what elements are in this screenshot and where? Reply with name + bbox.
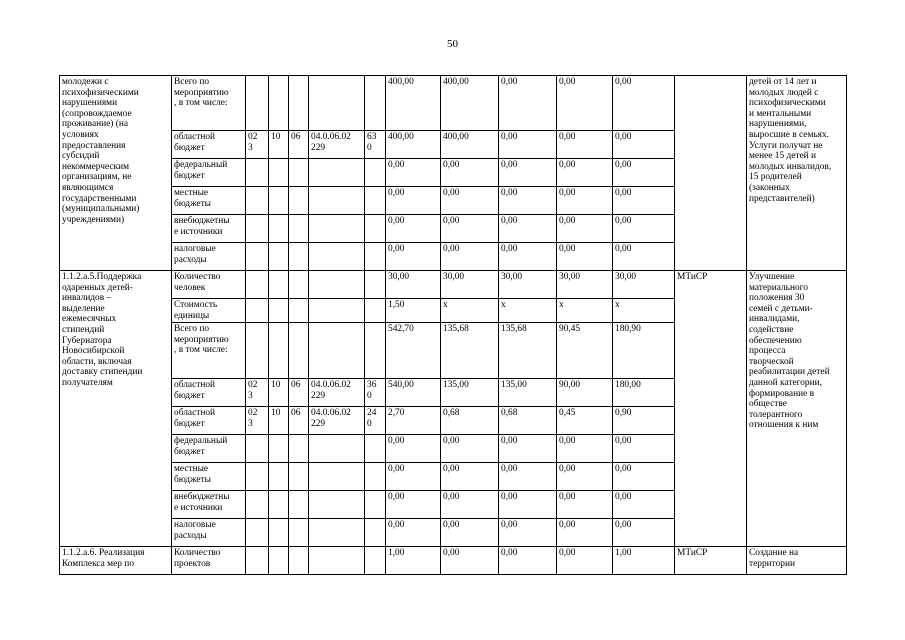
target-article-cell: 04.0.06.02 229 bbox=[309, 407, 365, 435]
year-3-value-cell: 0,00 bbox=[557, 435, 613, 463]
year-2-value-cell: 0,00 bbox=[499, 243, 557, 271]
year-3-value-cell: 0,00 bbox=[557, 187, 613, 215]
expense-type-cell: 36 0 bbox=[365, 379, 386, 407]
grbs-code-cell bbox=[246, 299, 269, 323]
expense-type-cell bbox=[365, 435, 386, 463]
grbs-code-cell bbox=[246, 159, 269, 187]
section-code-cell: 10 bbox=[269, 131, 289, 159]
table-row bbox=[60, 76, 847, 131]
year-4-value-cell: 30,00 bbox=[613, 271, 675, 299]
subsection-code-cell bbox=[289, 243, 309, 271]
year-4-value-cell: 1,00 bbox=[613, 547, 675, 575]
expense-type-cell: 24 0 bbox=[365, 407, 386, 435]
grbs-code-cell bbox=[246, 215, 269, 243]
grbs-code-cell bbox=[246, 547, 269, 575]
expected-result-cell: Улучшение материального положения 30 семей с детьми- инвалидами, содействие обеспечению процесса творческой реабилитации детей данной категории, формирование в обществе толерантного отношения к ним bbox=[747, 271, 847, 547]
year-4-value-cell: х bbox=[613, 299, 675, 323]
total-value-cell: 2,70 bbox=[386, 407, 441, 435]
section-code-cell bbox=[269, 323, 289, 379]
section-code-cell bbox=[269, 519, 289, 547]
grbs-code-cell bbox=[246, 187, 269, 215]
year-4-value-cell: 0,00 bbox=[613, 187, 675, 215]
section-code-cell bbox=[269, 435, 289, 463]
row-label-cell: Стоимость единицы bbox=[172, 299, 246, 323]
subsection-code-cell bbox=[289, 435, 309, 463]
year-2-value-cell: 135,00 bbox=[499, 379, 557, 407]
year-2-value-cell: х bbox=[499, 299, 557, 323]
grbs-code-cell: 02 3 bbox=[246, 379, 269, 407]
row-label-cell: Всего по мероприятию , в том числе: bbox=[172, 323, 246, 379]
year-1-value-cell: 0,00 bbox=[441, 243, 499, 271]
year-3-value-cell: 0,00 bbox=[557, 547, 613, 575]
year-4-value-cell: 180,90 bbox=[613, 323, 675, 379]
subsection-code-cell bbox=[289, 519, 309, 547]
row-label-cell: внебюджетны е источники bbox=[172, 215, 246, 243]
subsection-code-cell bbox=[289, 215, 309, 243]
target-article-cell bbox=[309, 323, 365, 379]
grbs-code-cell: 02 3 bbox=[246, 407, 269, 435]
row-label-cell: областной бюджет bbox=[172, 407, 246, 435]
target-article-cell bbox=[309, 299, 365, 323]
year-3-value-cell: 90,45 bbox=[557, 323, 613, 379]
year-4-value-cell: 0,00 bbox=[613, 131, 675, 159]
section-code-cell: 10 bbox=[269, 379, 289, 407]
section-code-cell bbox=[269, 159, 289, 187]
total-value-cell: 1,00 bbox=[386, 547, 441, 575]
target-article-cell: 04.0.06.02 229 bbox=[309, 131, 365, 159]
year-4-value-cell: 0,00 bbox=[613, 76, 675, 131]
year-1-value-cell: 135,00 bbox=[441, 379, 499, 407]
year-1-value-cell: 0,00 bbox=[441, 435, 499, 463]
target-article-cell bbox=[309, 435, 365, 463]
expense-type-cell bbox=[365, 491, 386, 519]
year-4-value-cell: 0,00 bbox=[613, 159, 675, 187]
target-article-cell bbox=[309, 243, 365, 271]
subsection-code-cell: 06 bbox=[289, 379, 309, 407]
target-article-cell bbox=[309, 519, 365, 547]
expense-type-cell bbox=[365, 159, 386, 187]
expense-type-cell bbox=[365, 299, 386, 323]
expense-type-cell bbox=[365, 323, 386, 379]
year-3-value-cell: 0,00 bbox=[557, 131, 613, 159]
expense-type-cell bbox=[365, 76, 386, 131]
subsection-code-cell bbox=[289, 547, 309, 575]
year-2-value-cell: 135,68 bbox=[499, 323, 557, 379]
expense-type-cell bbox=[365, 243, 386, 271]
year-3-value-cell: 90,00 bbox=[557, 379, 613, 407]
expense-type-cell bbox=[365, 215, 386, 243]
year-4-value-cell: 0,00 bbox=[613, 463, 675, 491]
activity-description-cell: 1.1.2.а.5.Поддержка одаренных детей- инвалидов – выделение ежемесячных стипендий Губернатора Новосибирской области, включая доставку стипендии получателям bbox=[60, 271, 172, 547]
row-label-cell: местные бюджеты bbox=[172, 463, 246, 491]
target-article-cell bbox=[309, 547, 365, 575]
section-code-cell bbox=[269, 76, 289, 131]
subsection-code-cell bbox=[289, 491, 309, 519]
target-article-cell bbox=[309, 159, 365, 187]
target-article-cell bbox=[309, 463, 365, 491]
expected-result-cell: Создание на территории bbox=[747, 547, 847, 575]
row-label-cell: Количество проектов bbox=[172, 547, 246, 575]
grbs-code-cell: 02 3 bbox=[246, 131, 269, 159]
total-value-cell: 0,00 bbox=[386, 159, 441, 187]
total-value-cell: 0,00 bbox=[386, 463, 441, 491]
year-3-value-cell: 0,45 bbox=[557, 407, 613, 435]
year-2-value-cell: 0,00 bbox=[499, 435, 557, 463]
expense-type-cell bbox=[365, 463, 386, 491]
subsection-code-cell: 06 bbox=[289, 131, 309, 159]
subsection-code-cell bbox=[289, 159, 309, 187]
year-1-value-cell: 0,68 bbox=[441, 407, 499, 435]
expense-type-cell bbox=[365, 187, 386, 215]
total-value-cell: 1,50 bbox=[386, 299, 441, 323]
subsection-code-cell: 06 bbox=[289, 407, 309, 435]
year-1-value-cell: 0,00 bbox=[441, 547, 499, 575]
row-label-cell: внебюджетны е источники bbox=[172, 491, 246, 519]
year-2-value-cell: 0,00 bbox=[499, 215, 557, 243]
expense-type-cell bbox=[365, 547, 386, 575]
section-code-cell bbox=[269, 271, 289, 299]
row-label-cell: Всего по мероприятию , в том числе: bbox=[172, 76, 246, 131]
year-4-value-cell: 180,00 bbox=[613, 379, 675, 407]
expected-result-cell: детей от 14 лет и молодых людей с психофизическими и ментальными нарушениями, выросшие в семьях. Услуги получат не менее 15 детей и молодых инвалидов, 15 родителей (законных представителей) bbox=[747, 76, 847, 271]
section-code-cell bbox=[269, 491, 289, 519]
year-2-value-cell: 0,00 bbox=[499, 519, 557, 547]
section-code-cell bbox=[269, 187, 289, 215]
year-1-value-cell: 30,00 bbox=[441, 271, 499, 299]
activity-description-cell: 1.1.2.а.6. Реализация Комплекса мер по bbox=[60, 547, 172, 575]
expense-type-cell bbox=[365, 519, 386, 547]
section-code-cell: 10 bbox=[269, 407, 289, 435]
year-1-value-cell: 0,00 bbox=[441, 215, 499, 243]
total-value-cell: 400,00 bbox=[386, 131, 441, 159]
grbs-code-cell bbox=[246, 519, 269, 547]
subsection-code-cell bbox=[289, 76, 309, 131]
executor-cell: МТиСР bbox=[675, 271, 747, 547]
total-value-cell: 30,00 bbox=[386, 271, 441, 299]
total-value-cell: 0,00 bbox=[386, 435, 441, 463]
year-4-value-cell: 0,00 bbox=[613, 435, 675, 463]
row-label-cell: Количество человек bbox=[172, 271, 246, 299]
year-3-value-cell: х bbox=[557, 299, 613, 323]
section-code-cell bbox=[269, 215, 289, 243]
year-4-value-cell: 0,00 bbox=[613, 215, 675, 243]
year-1-value-cell: 0,00 bbox=[441, 491, 499, 519]
expense-type-cell: 63 0 bbox=[365, 131, 386, 159]
section-code-cell bbox=[269, 463, 289, 491]
total-value-cell: 542,70 bbox=[386, 323, 441, 379]
year-1-value-cell: 400,00 bbox=[441, 76, 499, 131]
section-code-cell bbox=[269, 547, 289, 575]
total-value-cell: 0,00 bbox=[386, 215, 441, 243]
executor-cell bbox=[675, 76, 747, 271]
section-code-cell bbox=[269, 299, 289, 323]
total-value-cell: 540,00 bbox=[386, 379, 441, 407]
year-3-value-cell: 0,00 bbox=[557, 491, 613, 519]
year-2-value-cell: 0,68 bbox=[499, 407, 557, 435]
target-article-cell bbox=[309, 76, 365, 131]
year-2-value-cell: 0,00 bbox=[499, 491, 557, 519]
total-value-cell: 0,00 bbox=[386, 187, 441, 215]
year-3-value-cell: 0,00 bbox=[557, 243, 613, 271]
year-1-value-cell: 0,00 bbox=[441, 463, 499, 491]
subsection-code-cell bbox=[289, 271, 309, 299]
row-label-cell: налоговые расходы bbox=[172, 243, 246, 271]
grbs-code-cell bbox=[246, 323, 269, 379]
program-table bbox=[59, 75, 847, 575]
target-article-cell bbox=[309, 491, 365, 519]
year-3-value-cell: 0,00 bbox=[557, 519, 613, 547]
year-1-value-cell: 0,00 bbox=[441, 519, 499, 547]
row-label-cell: налоговые расходы bbox=[172, 519, 246, 547]
subsection-code-cell bbox=[289, 323, 309, 379]
target-article-cell bbox=[309, 215, 365, 243]
expense-type-cell bbox=[365, 271, 386, 299]
year-4-value-cell: 0,00 bbox=[613, 243, 675, 271]
year-2-value-cell: 0,00 bbox=[499, 547, 557, 575]
total-value-cell: 0,00 bbox=[386, 491, 441, 519]
subsection-code-cell bbox=[289, 187, 309, 215]
year-3-value-cell: 0,00 bbox=[557, 76, 613, 131]
year-3-value-cell: 0,00 bbox=[557, 159, 613, 187]
row-label-cell: федеральный бюджет bbox=[172, 435, 246, 463]
subsection-code-cell bbox=[289, 463, 309, 491]
year-2-value-cell: 0,00 bbox=[499, 187, 557, 215]
year-2-value-cell: 30,00 bbox=[499, 271, 557, 299]
year-4-value-cell: 0,00 bbox=[613, 519, 675, 547]
year-4-value-cell: 0,90 bbox=[613, 407, 675, 435]
table-body bbox=[60, 76, 847, 575]
grbs-code-cell bbox=[246, 435, 269, 463]
year-3-value-cell: 0,00 bbox=[557, 215, 613, 243]
grbs-code-cell bbox=[246, 243, 269, 271]
year-3-value-cell: 30,00 bbox=[557, 271, 613, 299]
grbs-code-cell bbox=[246, 271, 269, 299]
year-1-value-cell: х bbox=[441, 299, 499, 323]
row-label-cell: областной бюджет bbox=[172, 379, 246, 407]
total-value-cell: 0,00 bbox=[386, 243, 441, 271]
year-4-value-cell: 0,00 bbox=[613, 491, 675, 519]
target-article-cell: 04.0.06.02 229 bbox=[309, 379, 365, 407]
year-2-value-cell: 0,00 bbox=[499, 159, 557, 187]
executor-cell: МТиСР bbox=[675, 547, 747, 575]
year-1-value-cell: 0,00 bbox=[441, 187, 499, 215]
target-article-cell bbox=[309, 187, 365, 215]
target-article-cell bbox=[309, 271, 365, 299]
year-3-value-cell: 0,00 bbox=[557, 463, 613, 491]
subsection-code-cell bbox=[289, 299, 309, 323]
row-label-cell: федеральный бюджет bbox=[172, 159, 246, 187]
grbs-code-cell bbox=[246, 76, 269, 131]
year-1-value-cell: 135,68 bbox=[441, 323, 499, 379]
section-code-cell bbox=[269, 243, 289, 271]
year-2-value-cell: 0,00 bbox=[499, 463, 557, 491]
total-value-cell: 0,00 bbox=[386, 519, 441, 547]
year-1-value-cell: 0,00 bbox=[441, 159, 499, 187]
total-value-cell: 400,00 bbox=[386, 76, 441, 131]
year-1-value-cell: 400,00 bbox=[441, 131, 499, 159]
year-2-value-cell: 0,00 bbox=[499, 76, 557, 131]
row-label-cell: областной бюджет bbox=[172, 131, 246, 159]
grbs-code-cell bbox=[246, 491, 269, 519]
activity-description-cell: молодежи с психофизическими нарушениями (сопровождаемое проживание) (на условиях предоставления субсидий некоммерческим организациям, не являющимся государственными (муниципальными) учреждениями) bbox=[60, 76, 172, 271]
row-label-cell: местные бюджеты bbox=[172, 187, 246, 215]
year-2-value-cell: 0,00 bbox=[499, 131, 557, 159]
table-row bbox=[60, 271, 847, 299]
grbs-code-cell bbox=[246, 463, 269, 491]
page-number: 50 bbox=[447, 38, 458, 50]
table-row bbox=[60, 547, 847, 575]
